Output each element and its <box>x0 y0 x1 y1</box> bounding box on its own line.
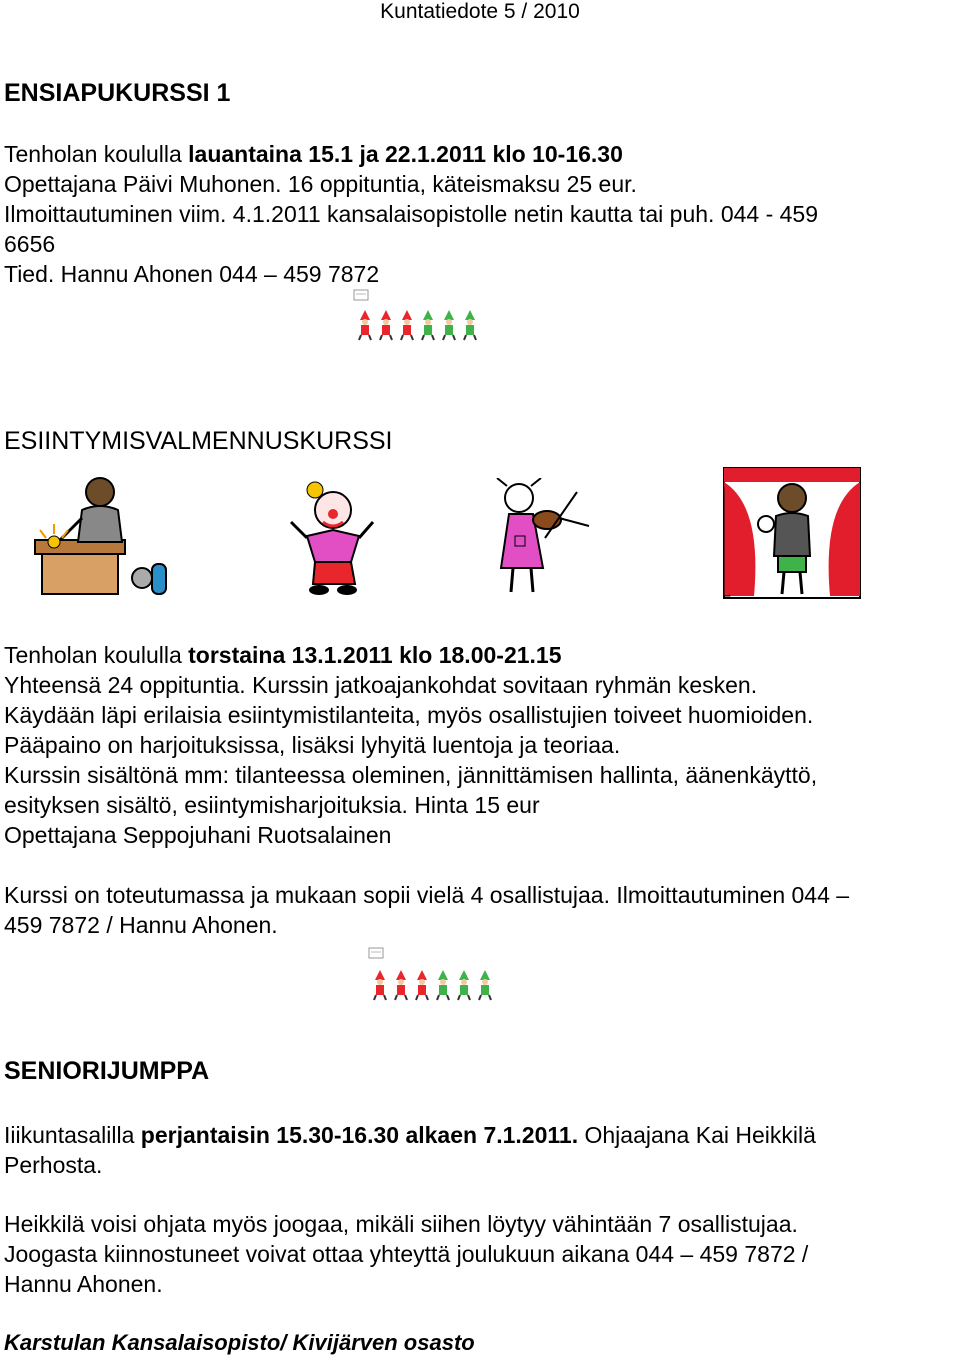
esiintymis-line-9: 459 7872 / Hannu Ahonen. <box>4 912 278 938</box>
section-title-esiintymisvalmennus: ESIINTYMISVALMENNUSKURSSI <box>4 427 393 455</box>
clown-clipart <box>285 478 380 598</box>
ensiapu-line-5: Tied. Hannu Ahonen 044 – 459 7872 <box>4 261 380 287</box>
esiintymis-line-4: Pääpaino on harjoituksissa, lisäksi lyhyitä luentoja ja teoriaa. <box>4 732 621 758</box>
actor-on-stage-clipart <box>722 466 862 604</box>
footer-organization: Karstulan Kansalaisopisto/ Kivijärven osasto <box>4 1330 475 1355</box>
esiintymis-line-1: Tenholan koululla torstaina 13.1.2011 klo 18.00-21.15 <box>4 642 562 668</box>
elf-border-decoration-2 <box>367 946 507 1002</box>
violinist-clipart <box>485 478 595 598</box>
esiintymis-line-5: Kurssin sisältönä mm: tilanteessa oleminen, jännittämisen hallinta, äänenkäyttö, <box>4 762 818 788</box>
elf-figures-icon <box>374 970 491 1000</box>
small-stamp-icon <box>354 290 368 300</box>
senior-line-4: Joogasta kiinnostuneet voivat ottaa yhteyttä joulukuun aikana 044 – 459 7872 / <box>4 1241 809 1267</box>
senior-line-1: Iiikuntasalilla perjantaisin 15.30-16.30 alkaen 7.1.2011. Ohjaajana Kai Heikkilä <box>4 1122 816 1148</box>
elf-border-decoration <box>352 288 492 342</box>
esiintymis-line-6: esityksen sisältö, esiintymisharjoituksia. Hinta 15 eur <box>4 792 540 818</box>
speaker-at-lectern-clipart <box>30 470 180 605</box>
ensiapu-line-3: Ilmoittautuminen viim. 4.1.2011 kansalaisopistolle netin kautta tai puh. 044 - 459 <box>4 201 819 227</box>
esiintymis-line-8: Kurssi on toteutumassa ja mukaan sopii vielä 4 osallistujaa. Ilmoittautuminen 044 – <box>4 882 850 908</box>
ensiapu-line-1: Tenholan koululla lauantaina 15.1 ja 22.1.2011 klo 10-16.30 <box>4 141 623 167</box>
ensiapu-line-4: 6656 <box>4 231 56 257</box>
senior-line-3: Heikkilä voisi ohjata myös joogaa, mikäli siihen löytyy vähintään 7 osallistujaa. <box>4 1211 798 1237</box>
page-header: Kuntatiedote 5 / 2010 <box>380 0 580 23</box>
senior-line-5: Hannu Ahonen. <box>4 1271 163 1297</box>
esiintymis-line-2: Yhteensä 24 oppituntia. Kurssin jatkoajankohdat sovitaan ryhmän kesken. <box>4 672 758 698</box>
senior-line-2: Perhosta. <box>4 1152 103 1178</box>
esiintymis-line-3: Käydään läpi erilaisia esiintymistilanteita, myös osallistujien toiveet huomioiden. <box>4 702 814 728</box>
section-title-seniorijumppa: SENIORIJUMPPA <box>4 1057 210 1085</box>
esiintymis-line-7: Opettajana Seppojuhani Ruotsalainen <box>4 822 392 848</box>
section-title-ensiapukurssi: ENSIAPUKURSSI 1 <box>4 79 231 107</box>
elf-figures-icon <box>359 310 476 340</box>
small-stamp-icon <box>369 948 383 958</box>
ensiapu-line-2: Opettajana Päivi Muhonen. 16 oppituntia, käteismaksu 25 eur. <box>4 171 637 197</box>
